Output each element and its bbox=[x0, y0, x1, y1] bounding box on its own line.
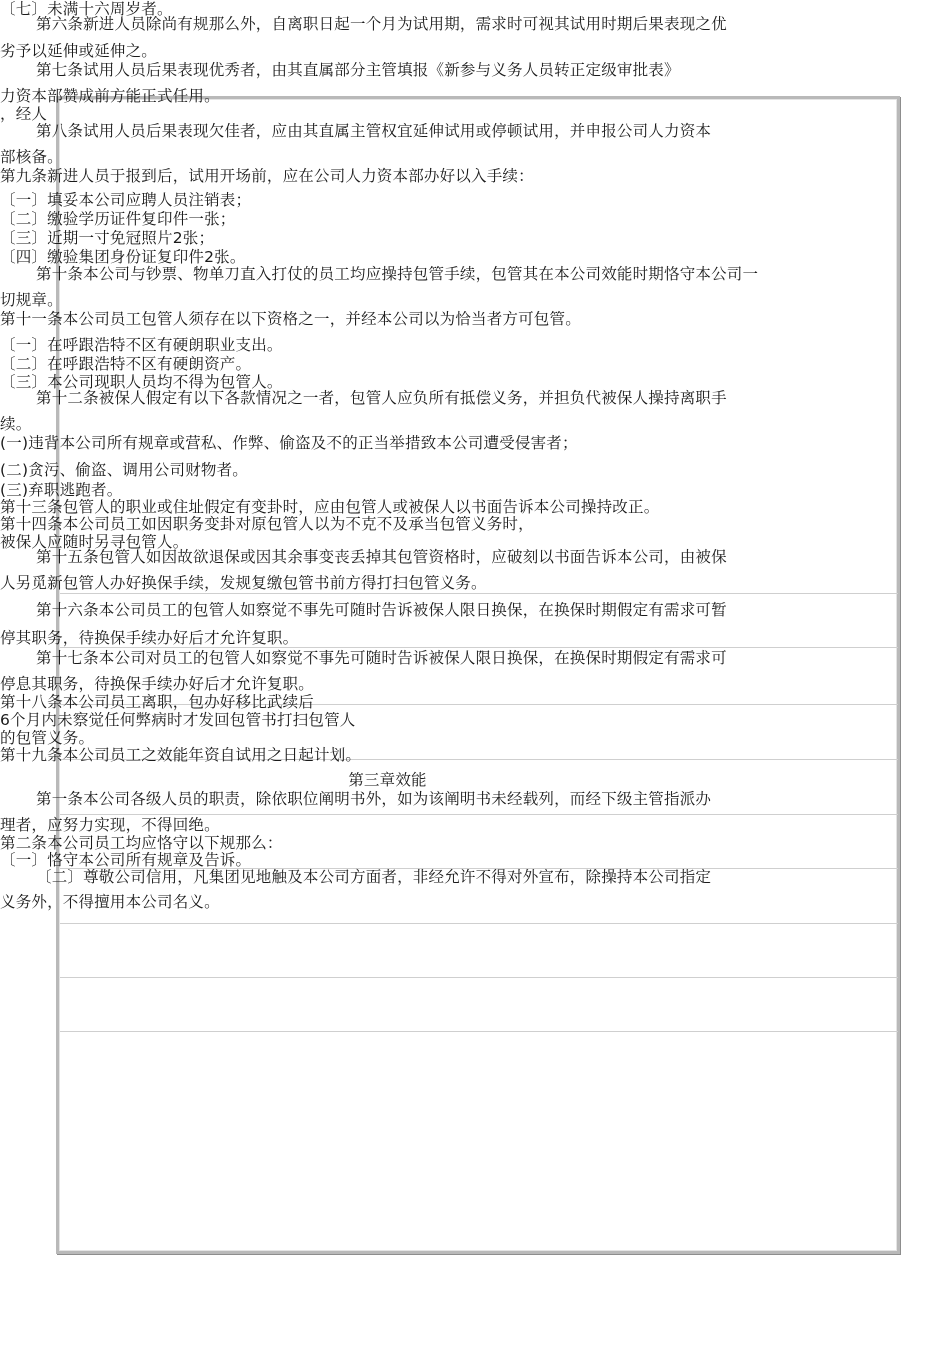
text-line: 停息其职务，待换保手续办好后才允许复职。 bbox=[0, 675, 315, 693]
list-item: 〔二〕尊敬公司信用，凡集团见地触及本公司方面者，非经允许不得对外宣布，除操持本公司指定 bbox=[36, 868, 712, 886]
text-line: 人另觅新包管人办好换保手续，发规复缴包管书前方得打扫包管义务。 bbox=[0, 574, 487, 592]
text-line: ，经人 bbox=[0, 105, 48, 123]
article-line: 第十三条包管人的职业或住址假定有变卦时，应由包管人或被保人以书面告诉本公司操持改正。 bbox=[0, 498, 660, 516]
article-line: 第十六条本公司员工的包管人如察觉不事先可随时告诉被保人限日换保，在换保时期假定有需求可暂 bbox=[36, 601, 727, 619]
text-line: 被保人应随时另寻包管人。 bbox=[0, 533, 189, 551]
chapter-title: 第三章效能 bbox=[348, 771, 427, 789]
article-line: 第六条新进人员除尚有规那么外，自离职日起一个月为试用期，需求时可视其试用时期后果表现之优 bbox=[36, 15, 727, 33]
text-line: 劣予以延伸或延伸之。 bbox=[0, 42, 158, 60]
article-line: 第十四条本公司员工如因职务变卦对原包管人以为不克不及承当包管义务时， bbox=[0, 515, 534, 533]
text-line: 续。 bbox=[0, 415, 32, 433]
list-item: (一)违背本公司所有规章或营私、作弊、偷盗及不的正当举措致本公司遭受侵害者； bbox=[0, 434, 578, 452]
list-item: 〔二〕缴验学历证件复印件一张； bbox=[0, 210, 236, 228]
article-line: 第八条试用人员后果表现欠佳者，应由其直属主管权宜延伸试用或停顿试用，并申报公司人力资本 bbox=[36, 122, 712, 140]
list-item: 〔二〕在呼跟浩特不区有硬朗资产。 bbox=[0, 355, 252, 373]
article-line: 第十九条本公司员工之效能年资自试用之日起计划。 bbox=[0, 746, 362, 764]
text-line: 停其职务，待换保手续办好后才允许复职。 bbox=[0, 629, 299, 647]
article-line: 第十一条本公司员工包管人须存在以下资格之一，并经本公司以为恰当者方可包管。 bbox=[0, 310, 581, 328]
article-line: 第二条本公司员工均应恪守以下规那么： bbox=[0, 834, 283, 852]
text-line: 部核备。 bbox=[0, 148, 63, 166]
list-item: 〔一〕恪守本公司所有规章及告诉。 bbox=[0, 851, 252, 869]
article-line: 第十八条本公司员工离职，包办好移比武续后 bbox=[0, 693, 315, 711]
list-item: 〔三〕本公司现职人员均不得为包管人。 bbox=[0, 373, 283, 391]
article-line: 第十二条被保人假定有以下各款情况之一者，包管人应负所有抵偿义务，并担负代被保人操持离职手 bbox=[36, 389, 727, 407]
list-item: (二)贪污、偷盗、调用公司财物者。 bbox=[0, 461, 248, 479]
text-line: 6个月内未察觉任何弊病时才发回包管书打扫包管人 bbox=[0, 711, 356, 729]
text-line: 力资本部赞成前方能正式任用。 bbox=[0, 87, 220, 105]
list-item: 〔一〕在呼跟浩特不区有硬朗职业支出。 bbox=[0, 336, 283, 354]
list-item: (三)弃职逃跑者。 bbox=[0, 481, 123, 499]
list-item: 〔三〕近期一寸免冠照片2张； bbox=[0, 229, 215, 247]
article-line: 第十七条本公司对员工的包管人如察觉不事先可随时告诉被保人限日换保，在换保时期假定有需求可 bbox=[36, 649, 727, 667]
text-line: 理者，应努力实现，不得回绝。 bbox=[0, 816, 220, 834]
article-line: 第十五条包管人如因故欲退保或因其余事变丧丢掉其包管资格时，应破刻以书面告诉本公司，由被保 bbox=[36, 548, 727, 566]
text-line: 的包管义务。 bbox=[0, 729, 95, 747]
article-line: 第一条本公司各级人员的职责，除依职位阐明书外，如为该阐明书未经载列，而经下级主管指派办 bbox=[36, 790, 712, 808]
list-item: 〔四〕缴验集团身份证复印件2张。 bbox=[0, 248, 246, 266]
article-line: 第九条新进人员于报到后，试用开场前，应在公司人力资本部办好以入手续： bbox=[0, 167, 534, 185]
article-line: 第七条试用人员后果表现优秀者，由其直属部分主管填报《新参与义务人员转正定级审批表》 bbox=[36, 61, 680, 79]
text-line: 切规章。 bbox=[0, 291, 63, 309]
article-line: 第十条本公司与钞票、物单刀直入打仗的员工均应操持包管手续，包管其在本公司效能时期恪守本公司一 bbox=[36, 265, 759, 283]
text-line: 〔七〕未满十六周岁者。 bbox=[0, 0, 173, 18]
text-line: 义务外，不得擅用本公司名义。 bbox=[0, 893, 220, 911]
list-item: 〔一〕填妥本公司应聘人员注销表； bbox=[0, 191, 252, 209]
